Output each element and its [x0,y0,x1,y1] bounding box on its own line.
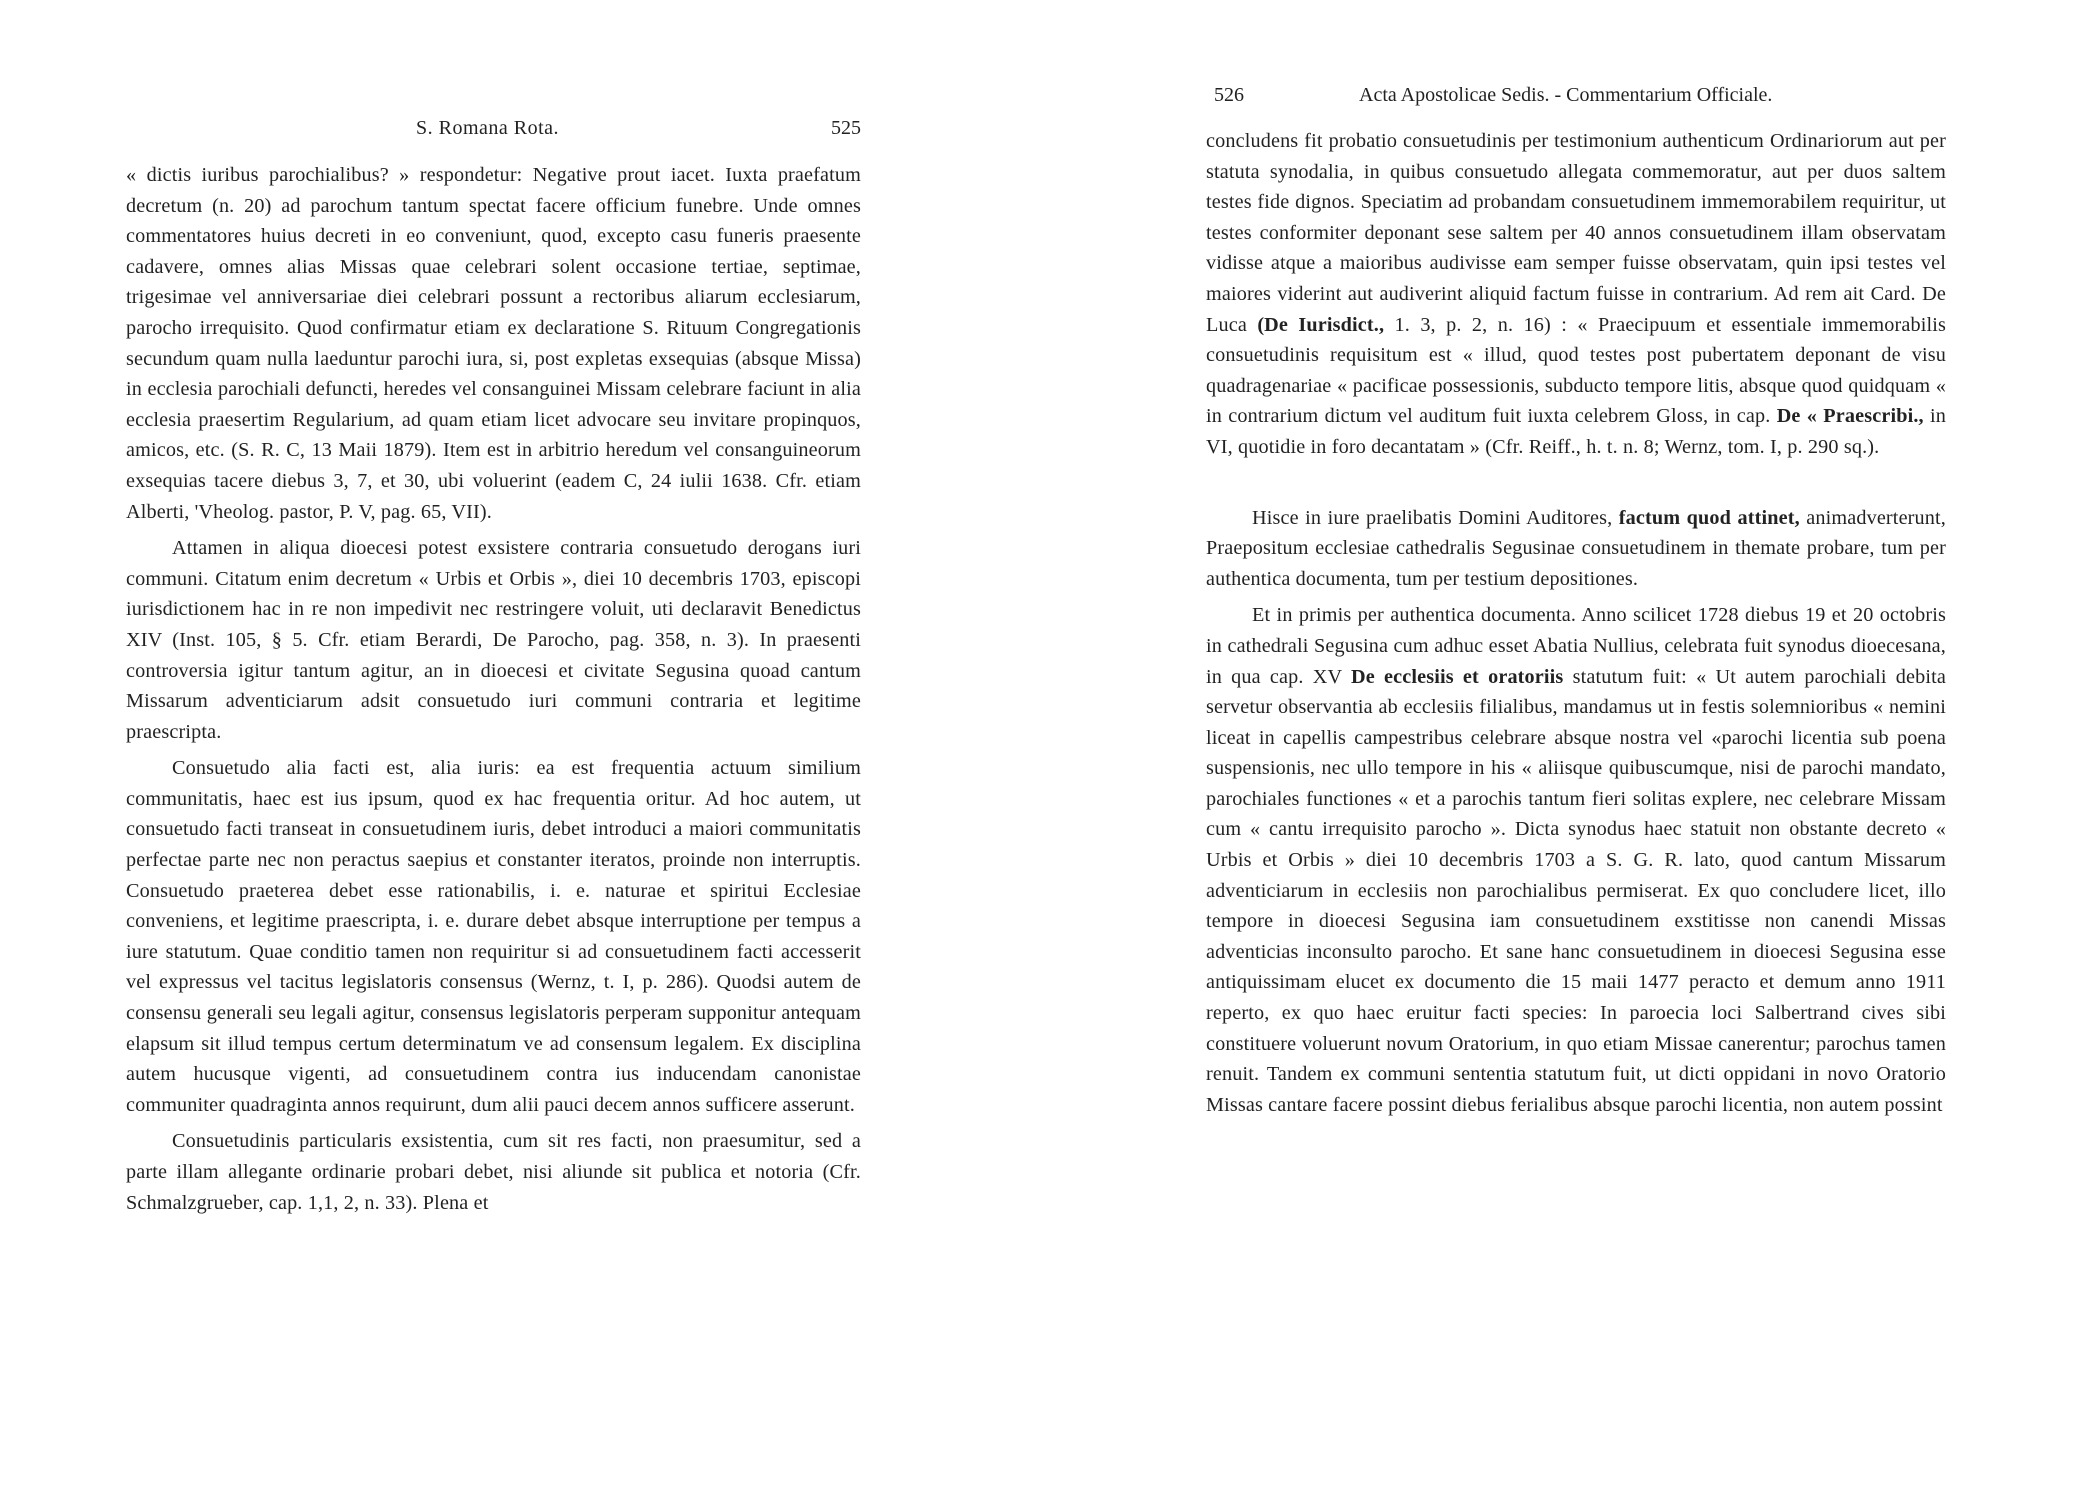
page-number: 525 [831,117,861,139]
right-page-body [1206,126,1946,1126]
paragraph: « dictis iuribus parochialibus? » respondetur: Negative prout iacet. Iuxta praefatum decretum (n. 20) ad parochum tantum spectat facere officium funebre. Unde omnes commentatores huius decreti in eo conveniunt, quod, excepto casu funeris praesente cadavere, omnes alias Missas quae celebrari solent occasione tertiae, septimae, trigesimae vel anniversariae diei celebrari possunt a rectoribus aliarum ecclesiarum, parocho irrequisito. Quod confirmatur etiam ex declaratione S. Rituum Congregationis secundum quam nulla laeduntur parochi iura, si, post expletas exsequias (absque Missa) in ecclesia parochiali defuncti, heredes vel consanguinei Missam celebrare faciunt in alia ecclesia praesertim Regularium, ad quam etiam licet advocare seu invitare propinquos, amicos, etc. (S. R. C, 13 Maii 1879). Item est in arbitrio heredum vel consanguineorum exsequias tacere diebus 3, 7, et 30, ubi voluerint (eadem C, 24 iulii 1638. Cfr. etiam Alberti, 'Vheolog. pastor, P. V, pag. 65, VII). [126,164,861,523]
paragraph [1206,126,1946,463]
citation-bold: (De Iurisdict., [1257,313,1385,336]
text-run: concludens fit probatio consuetudinis per testimonium authenticum Ordinariorum aut per statuta synodalia, in quibus consuetudo allegata commemoratur, aut per duos saltem testes fide dignos. Speciatim ad probandam consuetudinem immemorabilem requiritur, ut testes conformiter deponant sese saltem per 40 annos consuetudinem illam observatam vidisse atque a maioribus audivisse eam semper fuisse observatam, quin ipsi testes vel maiores viderint aut audiverint aliquid factum fuisse in contrarium. Ad rem ait Card. De Luca [1206,130,1946,336]
running-title: Acta Apostolicae Sedis. - Commentarium Officiale. [1359,84,1773,106]
left-page [126,0,861,1500]
text-run: animadverterunt, Praepositum ecclesiae cathedralis Segusinae consuetudinem in themate probare, tum per authentica documenta, tum per testium depositiones. [1206,506,1946,590]
citation-bold: De « Praescribi., [1776,405,1924,428]
paragraph: Attamen in aliqua dioecesi potest exsistere contraria consuetudo derogans iuri communi. Citatum enim decretum « Urbis et Orbis », diei 10 decembris 1703, episcopi iurisdictionem hac in re non impedivit nec restringere voluit, uti declaravit Benedictus XIV (Inst. 105, § 5. Cfr. etiam Berardi, De Parocho, pag. 358, n. 3). In praesenti controversia igitur tantum agitur, an in dioecesi et civitate Segusina quoad cantum Missarum adventiciarum adsit consuetudo iuri communi contraria et legitime praescripta. [126,537,861,743]
page-number: 526 [1214,84,1244,106]
chapter-title-bold: De ecclesiis et oratoriis [1351,665,1564,688]
paragraph: Consuetudinis particularis exsistentia, cum sit res facti, non praesumitur, sed a parte illam allegante ordinarie probari debet, nisi aliunde sit publica et notoria (Cfr. Schmalzgrueber, cap. 1,1, 2, n. 33). Plena et [126,1130,861,1214]
emphasis-bold: factum quod attinet, [1618,506,1800,529]
text-run: Hisce in iure praelibatis Domini Auditores, [1252,506,1619,529]
running-title: S. Romana Rota. [416,117,560,139]
text-run: 1. 3, p. 2, n. 16) : « Praecipuum et essentiale immemorabilis consuetudinis requisitum est « illud, quod testes post pubertatem deponant de visu quadragenariae « pacificae possessionis, subducto tempore litis, absque quod quidquam « in contrarium dictum vel auditum fuit iuxta celebrem Gloss, in cap. [1206,313,1946,428]
text-run: Et in primis per authentica documenta. Anno scilicet 1728 diebus 19 et 20 octobris in cathedrali Segusina cum adhuc esset Abatia Nullius, celebrata fuit synodus dioecesana, in qua cap. XV [1206,604,1946,688]
paragraph [1206,503,1946,595]
paragraph: Consuetudo alia facti est, alia iuris: ea est frequentia actuum similium communitatis, haec est ius ipsum, quod ex hac frequentia oritur. Ad hoc autem, ut consuetudo facti transeat in consuetudinem iuris, debet introduci a maiori communitatis perfectae parte nec non peractus saepius et constanter iteratos, proinde non interruptis. Consuetudo praeterea debet esse rationabilis, i. e. naturae et spiritui Ecclesiae conveniens, et legitime praescripta, i. e. durare debet absque interruptione per tempus a iure statutum. Quae conditio tamen non requiritur si ad consuetudinem facti accesserit vel expressus vel tacitus legislatoris consensus (Wernz, t. I, p. 286). Quodsi autem de consensu generali seu legali agitur, consensus legislatoris perperam supponitur antequam elapsum sit illud tempus certum determinatum ve ad consensum legalem. Ex disciplina autem hucusque vigenti, ad consuetudinem contra ius inducendam canonistae communiter quadraginta annos requirunt, dum alii pauci decem annos sufficere asserunt. [126,757,861,1116]
left-page-header [126,113,861,143]
left-page-body [126,160,861,1224]
text-run: statutum fuit: « Ut autem parochiali debita servetur observantia ab ecclesiis filialibus, mandamus ut in festis solemnioribus « nemini liceat in capellis campestribus celebrare absque nostra vel «parochi licentia sub poena suspensionis, nec ullo tempore in his « aliisque quibuscumque, nisi de parochi mandato, parochiales functiones « et a parochis tantum fieri solitas explere, nec celebrare Missam cum « cantu irrequisito parocho ». Dicta synodus haec statuit non obstante decreto « Urbis et Orbis » diei 10 decembris 1703 a S. G. R. lato, quod cantum Missarum adventiciarum in ecclesiis non parochialibus permiserat. Ex quo concludere licet, illo tempore in dioecesi Segusina iam consuetudinem exstitisse non canendi Missas adventicias inconsulto parocho. Et sane hanc consuetudinem in dioecesi Segusina esse antiquissimam elucet ex documento die 15 maii 1477 peracto et demum anno 1911 reperto, ex quo haec eruitur facti species: In paroecia loci Salbertrand cives sibi constituere voluerunt novum Oratorium, in quo etiam Missae canerentur; parochus tamen renuit. Tandem ex communi sententia statutum fuit, ut dicti oppidani in novo Oratorio Missas cantare facere possint diebus ferialibus absque parochi licentia, non autem possint [1206,665,1946,1116]
paragraph [1206,600,1946,1120]
text-run: in VI, quotidie in foro decantatam » (Cfr. Reiff., h. t. n. 8; Wernz, tom. I, p. 290 sq.). [1206,405,1947,458]
right-page-header [1206,80,1946,110]
right-page [1206,0,1946,1500]
